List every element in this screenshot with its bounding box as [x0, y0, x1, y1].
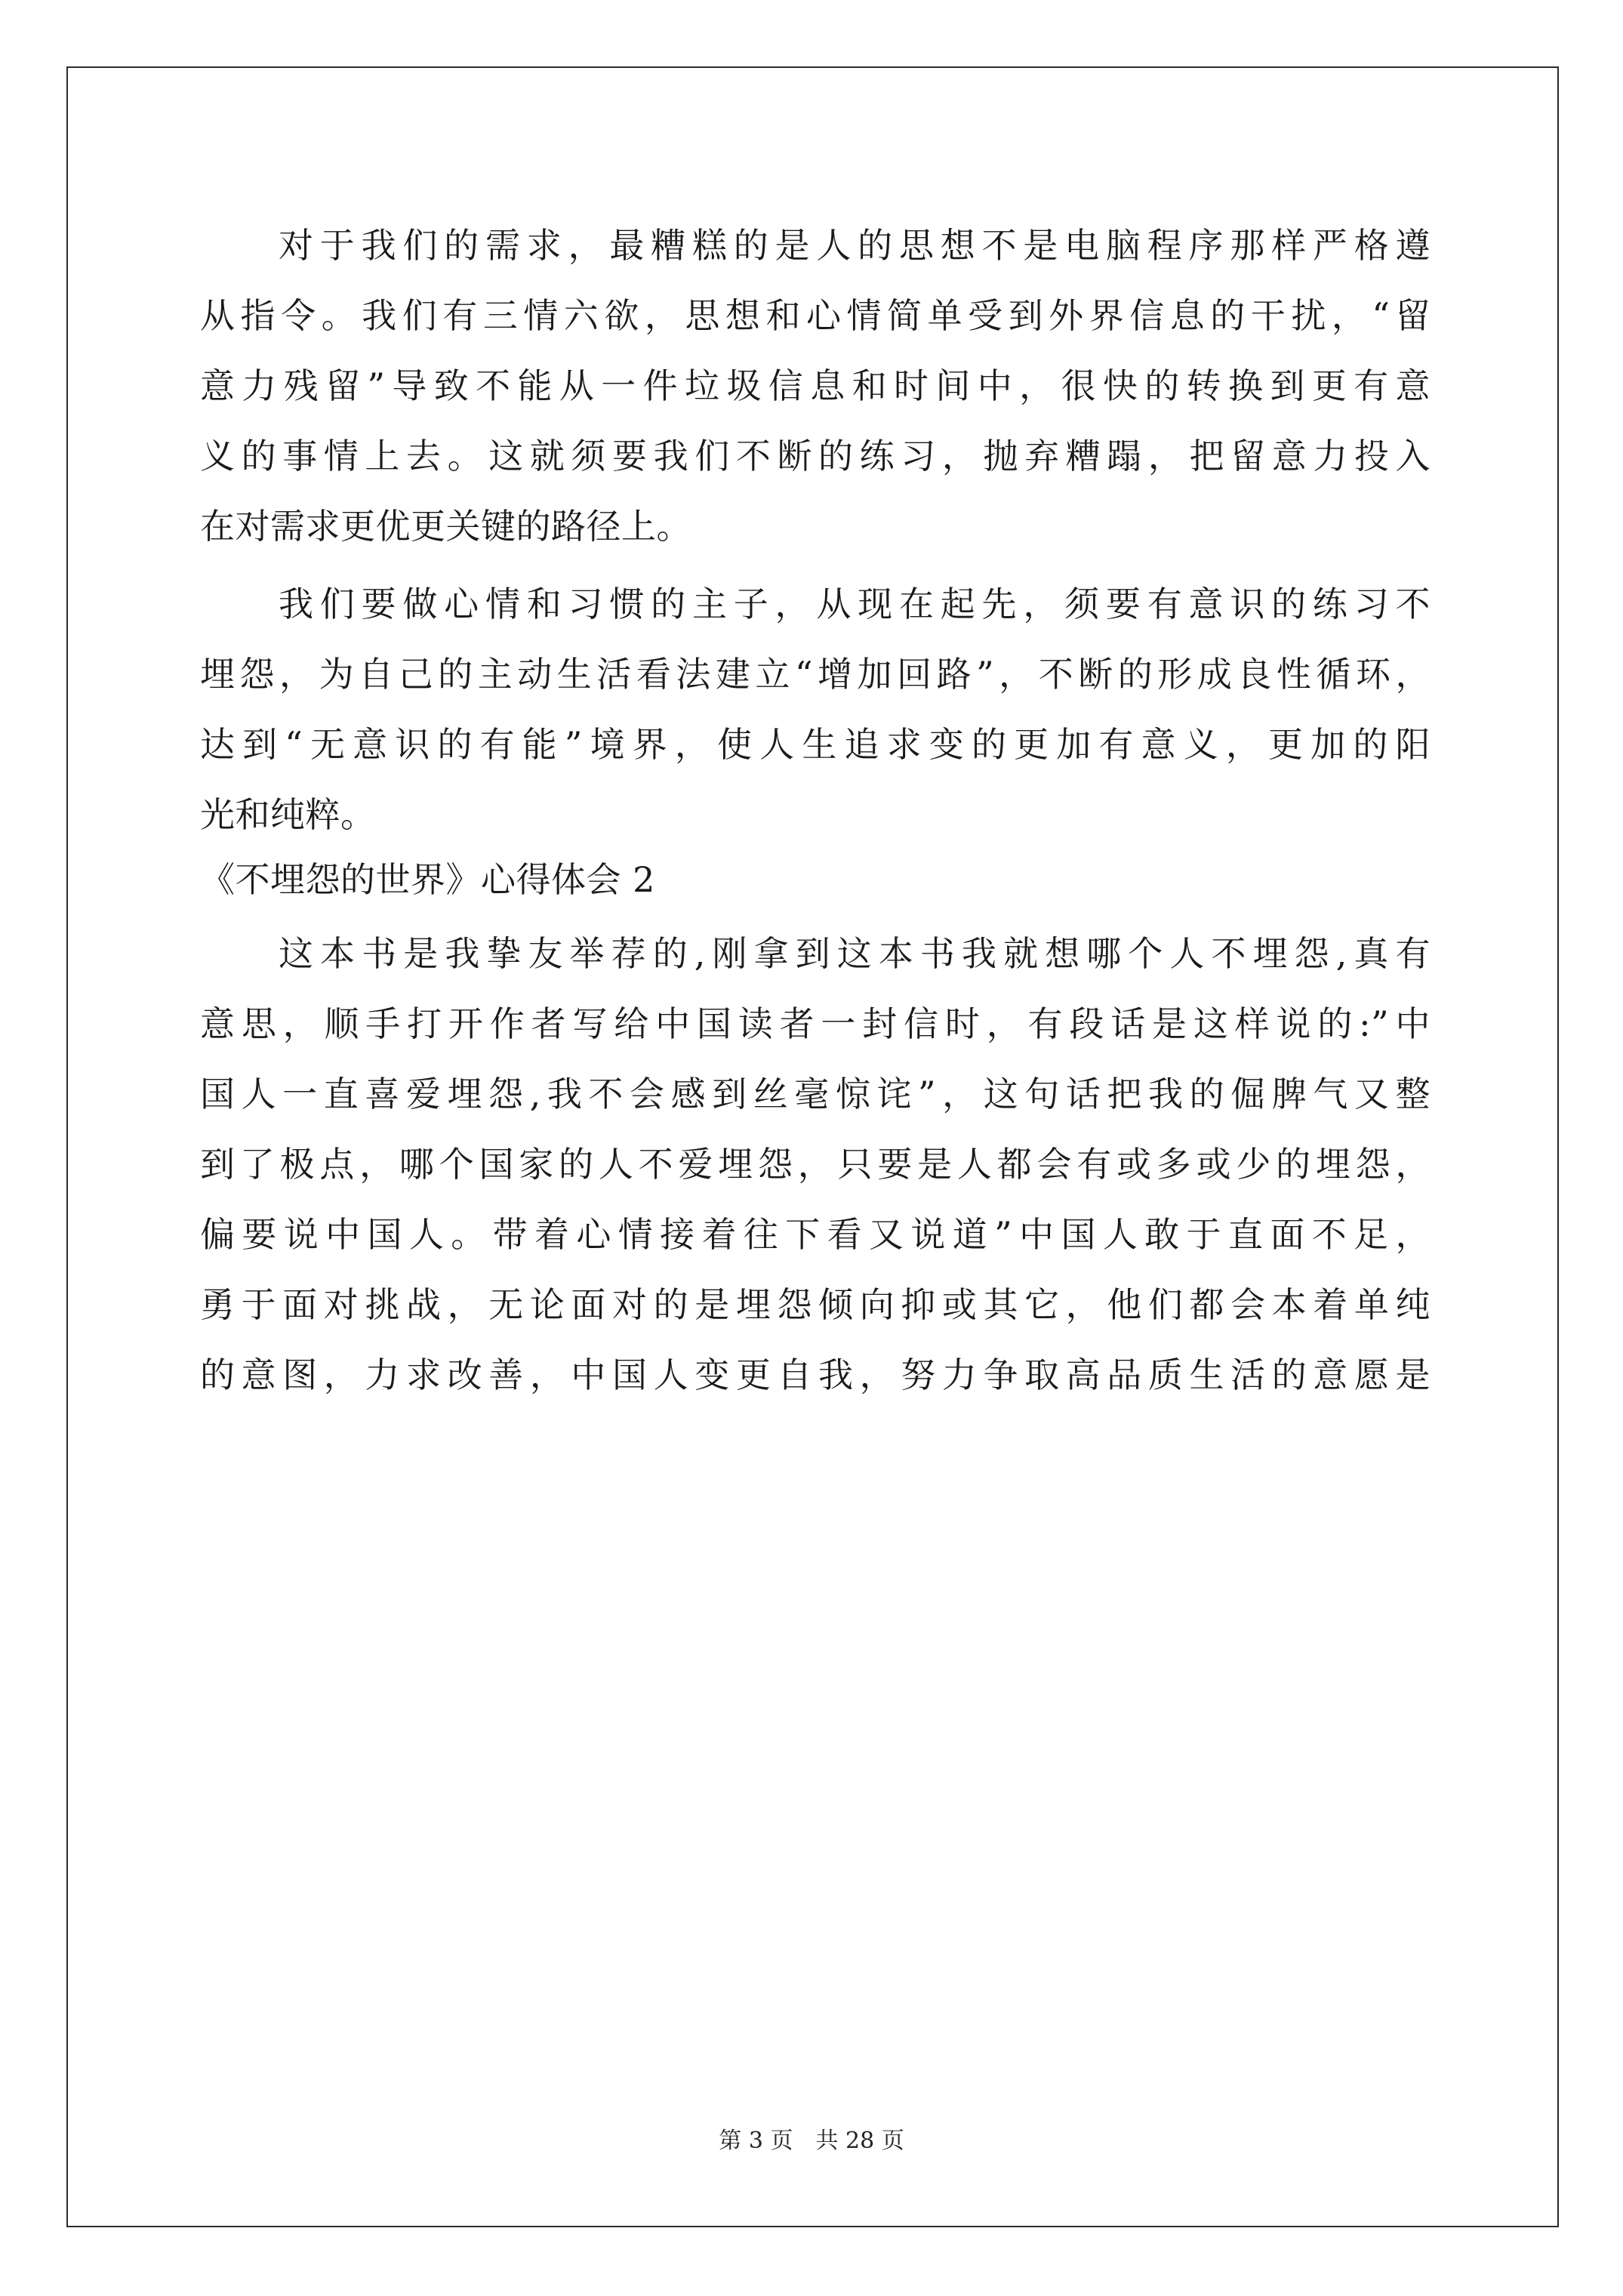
paragraph-line: 意力残留”导致不能从一件垃圾信息和时间中，很快的转换到更有意	[200, 365, 1431, 406]
paragraph-line: 达到“无意识的有能”境界，使人生追求变的更加有意义，更加的阳	[200, 724, 1431, 765]
paragraph-line: 我们要做心情和习惯的主子，从现在起先，须要有意识的练习不	[279, 584, 1431, 624]
paragraph-line: 国人一直喜爱埋怨,我不会感到丝毫惊诧”，这句话把我的倔脾气又整	[200, 1074, 1431, 1114]
paragraph-line: 到了极点，哪个国家的人不爱埋怨，只要是人都会有或多或少的埋怨，	[200, 1144, 1431, 1185]
paragraph-line: 在对需求更优更关键的路径上。	[200, 506, 691, 547]
paragraph-line: 义的事情上去。这就须要我们不断的练习，抛弃糟蹋，把留意力投入	[200, 436, 1431, 476]
paragraph-line: 这本书是我挚友举荐的,刚拿到这本书我就想哪个人不埋怨,真有	[279, 933, 1431, 974]
paragraph-line: 意思，顺手打开作者写给中国读者一封信时，有段话是这样说的:”中	[200, 1003, 1431, 1044]
paragraph-line: 对于我们的需求，最糟糕的是人的思想不是电脑程序那样严格遵	[279, 225, 1431, 266]
paragraph-line: 偏要说中国人。带着心情接着往下看又说道”中国人敢于直面不足，	[200, 1214, 1431, 1255]
section-heading: 《不埋怨的世界》心得体会 2	[200, 859, 655, 900]
paragraph-line: 从指令。我们有三情六欲，思想和心情简单受到外界信息的干扰，“留	[200, 295, 1431, 336]
page-footer: 第 3 页 共 28 页	[719, 2128, 904, 2154]
paragraph-line: 埋怨，为自己的主动生活看法建立“增加回路”，不断的形成良性循环，	[200, 654, 1431, 695]
paragraph-line: 的意图，力求改善，中国人变更自我，努力争取高品质生活的意愿是	[200, 1354, 1431, 1395]
paragraph-line: 光和纯粹。	[200, 794, 376, 835]
paragraph-line: 勇于面对挑战，无论面对的是埋怨倾向抑或其它，他们都会本着单纯	[200, 1284, 1431, 1325]
